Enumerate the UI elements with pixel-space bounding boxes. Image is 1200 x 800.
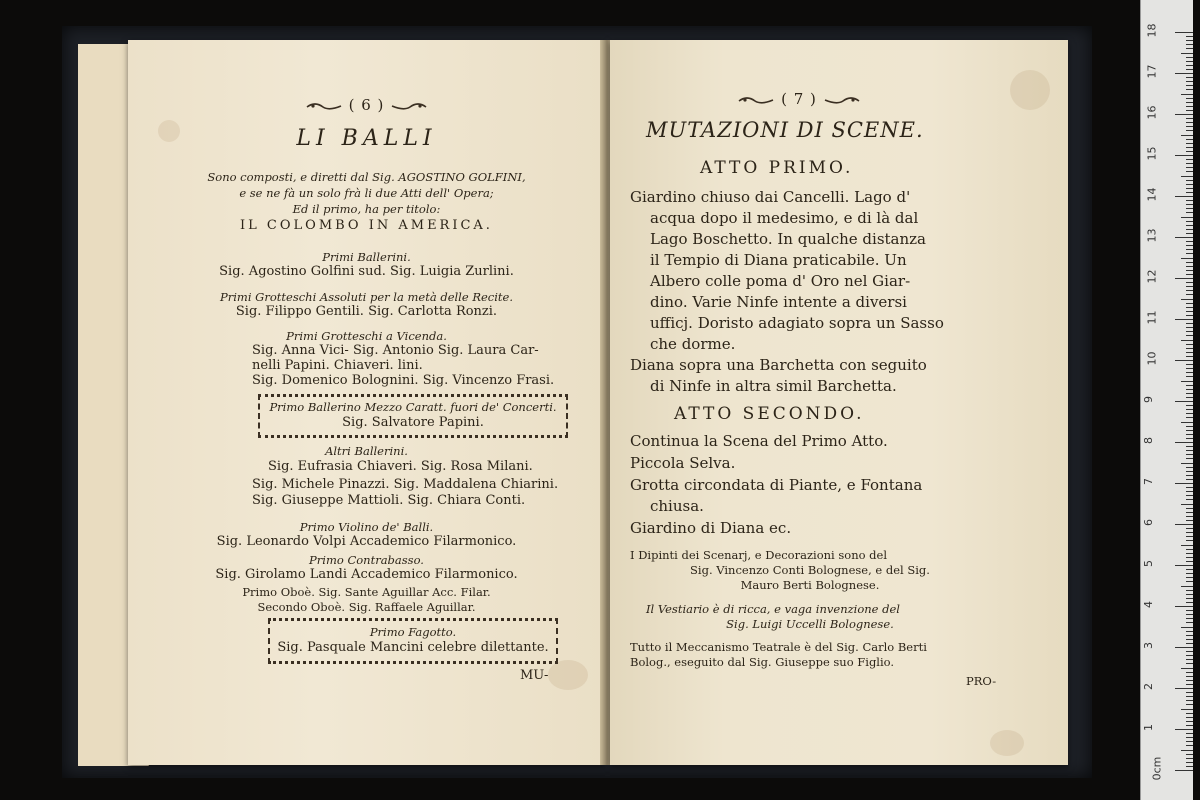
ruler-tick [1186,581,1193,582]
scene-line: Diana sopra una Barchetta con seguito [630,356,927,374]
ruler-tick [1186,450,1193,451]
ruler-tick [1186,393,1193,394]
scene-line: chiusa. [650,497,704,515]
ruler-tick [1186,323,1193,324]
ruler-tick [1186,307,1193,308]
scene-line: Continua la Scena del Primo Atto. [630,432,888,450]
section-heading: Altri Ballerini. [325,444,408,458]
ruler-tick [1186,577,1193,578]
ruler-tick [1175,442,1193,443]
ruler-tick [1181,586,1193,587]
measurement-ruler [1140,0,1193,800]
scene-line: dino. Varie Ninfe intente a diversi [650,293,907,311]
ruler-tick [1186,372,1193,373]
ruler-tick [1181,627,1193,628]
ruler-tick [1186,44,1193,45]
ruler-tick [1181,135,1193,136]
ruler-tick [1186,274,1193,275]
ruler-tick [1186,643,1193,644]
ruler-tick [1186,364,1193,365]
ruler-tick [1186,651,1193,652]
credit-line: Bolog., eseguito dal Sig. Giuseppe suo Figlio. [630,655,895,669]
cast-line: Sig. Anna Vici- Sig. Antonio Sig. Laura Car- [252,343,539,358]
ruler-tick [1186,85,1193,86]
ruler-tick [1186,335,1193,336]
scene-line: Piccola Selva. [630,454,736,472]
cast-line: Sig. Salvatore Papini. [342,415,484,430]
scene-line: di Ninfe in altra simil Barchetta. [650,377,897,395]
ruler-number: 18 [1145,23,1159,38]
section-heading: Primi Grotteschi a Vicenda. [286,329,447,343]
ruler-tick [1186,622,1193,623]
ruler-tick [1186,479,1193,480]
ruler-tick [1186,631,1193,632]
ruler-tick [1186,61,1193,62]
ruler-tick [1186,700,1193,701]
ruler-tick [1186,344,1193,345]
ruler-tick [1186,520,1193,521]
ruler-number: 8 [1142,437,1155,444]
ruler-tick [1186,454,1193,455]
ruler-number: 4 [1142,601,1155,608]
section-heading: Primo Ballerino Mezzo Caratt. fuori de' Concerti. [269,400,557,414]
scene-line: Albero colle poma d' Oro nel Giar- [650,272,911,290]
ruler-tick [1186,126,1193,127]
ruler-tick [1175,565,1193,566]
ruler-number: 14 [1145,187,1159,202]
cast-line: Sig. Agostino Golfini sud. Sig. Luigia Zurlini. [219,264,514,279]
ruler-tick [1186,245,1193,246]
ruler-tick [1186,758,1193,759]
ruler-tick [1186,594,1193,595]
ruler-tick [1186,327,1193,328]
ruler-tick [1175,483,1193,484]
ruler-number: 13 [1145,228,1159,243]
ruler-number: 7 [1142,478,1155,485]
ruler-tick [1186,676,1193,677]
ruler-tick [1186,733,1193,734]
ruler-tick [1186,122,1193,123]
cast-line: Sig. Girolamo Landi Accademico Filarmonico. [215,567,518,582]
ruler-tick [1186,713,1193,714]
ruler-tick [1175,401,1193,402]
ruler-tick [1175,729,1193,730]
catchword: MU- [520,668,549,683]
ruler-tick [1186,184,1193,185]
ruler-tick [1175,360,1193,361]
act-heading: ATTO PRIMO. [700,158,854,178]
ruler-tick [1186,680,1193,681]
ruler-tick [1175,688,1193,689]
ruler-tick [1186,69,1193,70]
ruler-tick [1186,130,1193,131]
ruler-tick [1186,348,1193,349]
page-number: ( 6 ) [348,96,385,114]
ruler-tick [1186,413,1193,414]
act-heading: ATTO SECONDO. [674,404,865,424]
right-page [610,40,1068,765]
ruler-tick [1186,118,1193,119]
ruler-tick [1181,668,1193,669]
ruler-tick [1186,253,1193,254]
ruler-tick [1186,151,1193,152]
ruler-number: 0cm [1150,756,1164,781]
ruler-tick [1186,315,1193,316]
ruler-tick [1181,504,1193,505]
ornament-right-icon [823,95,861,105]
left-page [128,40,605,765]
cast-line: nelli Papini. Chiaveri. lini. [252,358,423,373]
ruler-tick [1186,766,1193,767]
ruler-tick [1186,569,1193,570]
scene-line: Giardino di Diana ec. [630,519,792,537]
ruler-tick [1181,422,1193,423]
ruler-tick [1186,48,1193,49]
ruler-tick [1186,553,1193,554]
ruler-tick [1186,311,1193,312]
ruler-tick [1186,696,1193,697]
ruler-tick [1186,499,1193,500]
ruler-tick [1186,762,1193,763]
ruler-tick [1186,438,1193,439]
ruler-tick [1186,397,1193,398]
ruler-tick [1186,409,1193,410]
ruler-tick [1186,475,1193,476]
scene-line: Giardino chiuso dai Cancelli. Lago d' [630,188,911,206]
cast-line: Sig. Eufrasia Chiaveri. Sig. Rosa Milani. [268,459,533,474]
ruler-tick [1186,737,1193,738]
page-number-line [610,90,988,108]
ruler-tick [1186,508,1193,509]
ruler-tick [1186,266,1193,267]
ruler-tick [1186,434,1193,435]
ruler-tick [1186,663,1193,664]
ruler-tick [1186,639,1193,640]
ruler-tick [1186,356,1193,357]
page-title: LI BALLI [296,126,437,151]
ruler-number: 16 [1145,105,1159,120]
ruler-tick [1186,487,1193,488]
ruler-tick [1186,376,1193,377]
cast-line: Sig. Giuseppe Mattioli. Sig. Chiara Conti. [252,493,526,508]
ruler-tick [1175,524,1193,525]
scene-line: che dorme. [650,335,736,353]
ruler-tick [1186,159,1193,160]
cast-line: Sig. Pasquale Mancini celebre dilettante. [277,640,549,655]
credit-line: Tutto il Meccanismo Teatrale è del Sig. Carlo Berti [630,640,927,654]
cast-line: Sig. Leonardo Volpi Accademico Filarmonico. [216,534,517,549]
ruler-tick [1186,495,1193,496]
ruler-tick [1186,458,1193,459]
ruler-tick [1181,94,1193,95]
ruler-tick [1175,196,1193,197]
ruler-tick [1186,167,1193,168]
cast-line: Sig. Filippo Gentili. Sig. Carlotta Ronzi. [235,304,498,319]
ruler-tick [1186,36,1193,37]
intro-line: e se ne fà un solo frà li due Atti dell' Opera; [239,186,494,200]
ruler-tick [1186,561,1193,562]
ruler-tick [1175,278,1193,279]
ruler-tick [1186,491,1193,492]
ruler-tick [1186,532,1193,533]
ruler-tick [1186,385,1193,386]
ballet-title: IL COLOMBO IN AMERICA. [240,218,493,233]
ruler-tick [1186,549,1193,550]
intro-line: Ed il primo, ha per titolo: [292,202,441,216]
ruler-tick [1181,53,1193,54]
ruler-tick [1186,684,1193,685]
ruler-tick [1186,89,1193,90]
ruler-tick [1186,704,1193,705]
scene-line: Grotta circondata di Piante, e Fontana [630,476,923,494]
ruler-tick [1186,659,1193,660]
ruler-tick [1175,155,1193,156]
ruler-tick [1186,40,1193,41]
ruler-tick [1186,204,1193,205]
ruler-tick [1186,745,1193,746]
ruler-tick [1186,598,1193,599]
ruler-tick [1186,725,1193,726]
ruler-number: 10 [1145,351,1159,366]
ruler-tick [1175,647,1193,648]
page-title: MUTAZIONI DI SCENE. [646,118,924,142]
credit-line: Mauro Berti Bolognese. [740,578,880,592]
credit-line: Il Vestiario è di ricca, e vaga invenzione del [646,602,900,616]
ruler-tick [1186,208,1193,209]
ruler-tick [1186,57,1193,58]
ruler-tick [1186,163,1193,164]
ruler-number: 2 [1142,683,1155,690]
ruler-tick [1186,352,1193,353]
ruler-tick [1181,299,1193,300]
ruler-tick [1186,81,1193,82]
foxing-stain [548,660,588,690]
ornament-right-icon [390,101,428,111]
ruler-tick [1186,225,1193,226]
ruler-tick [1186,331,1193,332]
ruler-tick [1181,545,1193,546]
ruler-number: 17 [1145,64,1159,79]
ruler-tick [1186,147,1193,148]
credit-line: Sig. Vincenzo Conti Bolognese, e del Sig. [690,563,930,577]
ruler-tick [1186,557,1193,558]
ruler-tick [1186,110,1193,111]
intro-line: Sono composti, e diretti dal Sig. AGOSTINO GOLFINI, [207,170,526,184]
ruler-number: 11 [1145,310,1159,325]
ruler-tick [1186,286,1193,287]
ruler-tick [1186,516,1193,517]
ruler-tick [1181,258,1193,259]
ruler-tick [1175,32,1193,33]
scene-line: ufficj. Doristo adagiato sopra un Sasso [650,314,944,332]
ruler-tick [1186,467,1193,468]
foxing-stain [990,730,1024,756]
scene-line: Lago Boschetto. In qualche distanza [650,230,926,248]
ruler-tick [1186,614,1193,615]
ornament-left-icon [737,95,775,105]
ruler-number: 5 [1142,560,1155,567]
foxing-stain [1010,70,1050,110]
ruler-tick [1181,217,1193,218]
ruler-tick [1175,606,1193,607]
ruler-tick [1186,98,1193,99]
ruler-tick [1181,709,1193,710]
catchword: PRO- [966,674,997,688]
cast-line: Sig. Domenico Bolognini. Sig. Vincenzo Frasi. [252,373,555,388]
ruler-tick [1186,65,1193,66]
section-heading: Primo Violino de' Balli. [299,520,434,534]
ruler-tick [1186,290,1193,291]
ruler-tick [1186,655,1193,656]
page-number: ( 7 ) [781,90,817,108]
section-heading: Primo Contrabasso. [309,553,424,567]
credit-line: I Dipinti dei Scenarj, e Decorazioni sono del [630,548,888,562]
ruler-tick [1186,721,1193,722]
ruler-tick [1186,200,1193,201]
scene-line: il Tempio di Diana praticabile. Un [650,251,907,269]
ruler-tick [1186,389,1193,390]
ruler-tick [1186,143,1193,144]
scene-line: acqua dopo il medesimo, e di là dal [650,209,919,227]
ruler-tick [1186,241,1193,242]
ruler-tick [1181,750,1193,751]
cast-line: Sig. Michele Pinazzi. Sig. Maddalena Chiarini. [252,477,559,492]
ruler-tick [1186,471,1193,472]
section-heading: Primi Ballerini. [322,250,411,264]
ruler-tick [1186,602,1193,603]
ruler-tick [1186,590,1193,591]
ruler-tick [1186,249,1193,250]
ruler-tick [1186,754,1193,755]
ruler-tick [1186,262,1193,263]
ruler-tick [1186,692,1193,693]
ruler-tick [1186,635,1193,636]
ruler-tick [1186,610,1193,611]
ruler-tick [1186,536,1193,537]
ruler-tick [1186,106,1193,107]
ruler-tick [1186,368,1193,369]
ruler-tick [1186,212,1193,213]
ruler-number: 15 [1145,146,1159,161]
ruler-tick [1181,463,1193,464]
ruler-tick [1186,618,1193,619]
ruler-tick [1186,102,1193,103]
section-heading: Primi Grotteschi Assoluti per la metà delle Recite. [220,290,513,304]
ruler-tick [1181,381,1193,382]
ruler-tick [1186,77,1193,78]
ruler-number: 6 [1142,519,1155,526]
ruler-number: 9 [1142,396,1155,403]
ruler-tick [1186,192,1193,193]
credit-line: Sig. Luigi Uccelli Bolognese. [726,617,894,631]
ruler-tick [1175,114,1193,115]
ruler-tick [1181,176,1193,177]
ruler-tick [1186,717,1193,718]
page-number-line [128,96,605,114]
ruler-tick [1186,540,1193,541]
ruler-tick [1186,512,1193,513]
ruler-tick [1175,237,1193,238]
ruler-tick [1186,221,1193,222]
ruler-number: 3 [1142,642,1155,649]
ruler-tick [1186,430,1193,431]
ruler-tick [1186,139,1193,140]
cast-line: Primo Oboè. Sig. Sante Aguillar Acc. Filar. [242,585,491,599]
ruler-tick [1186,741,1193,742]
ruler-tick [1186,303,1193,304]
ruler-tick [1186,229,1193,230]
ruler-tick [1186,188,1193,189]
ruler-tick [1186,426,1193,427]
ruler-tick [1186,417,1193,418]
ruler-tick [1186,528,1193,529]
ruler-tick [1175,770,1193,771]
ruler-tick [1181,340,1193,341]
ruler-tick [1186,672,1193,673]
ruler-number: 12 [1145,269,1159,284]
ruler-tick [1186,573,1193,574]
cast-line: Secondo Oboè. Sig. Raffaele Aguillar. [257,600,476,614]
ruler-tick [1186,282,1193,283]
ruler-tick [1186,233,1193,234]
ruler-tick [1175,319,1193,320]
section-heading: Primo Fagotto. [369,625,457,639]
ruler-tick [1186,180,1193,181]
ruler-tick [1175,73,1193,74]
ruler-tick [1186,270,1193,271]
ruler-tick [1186,294,1193,295]
ruler-tick [1186,171,1193,172]
ruler-number: 1 [1142,724,1155,731]
ornament-left-icon [305,101,343,111]
ruler-tick [1186,405,1193,406]
ruler-tick [1186,446,1193,447]
